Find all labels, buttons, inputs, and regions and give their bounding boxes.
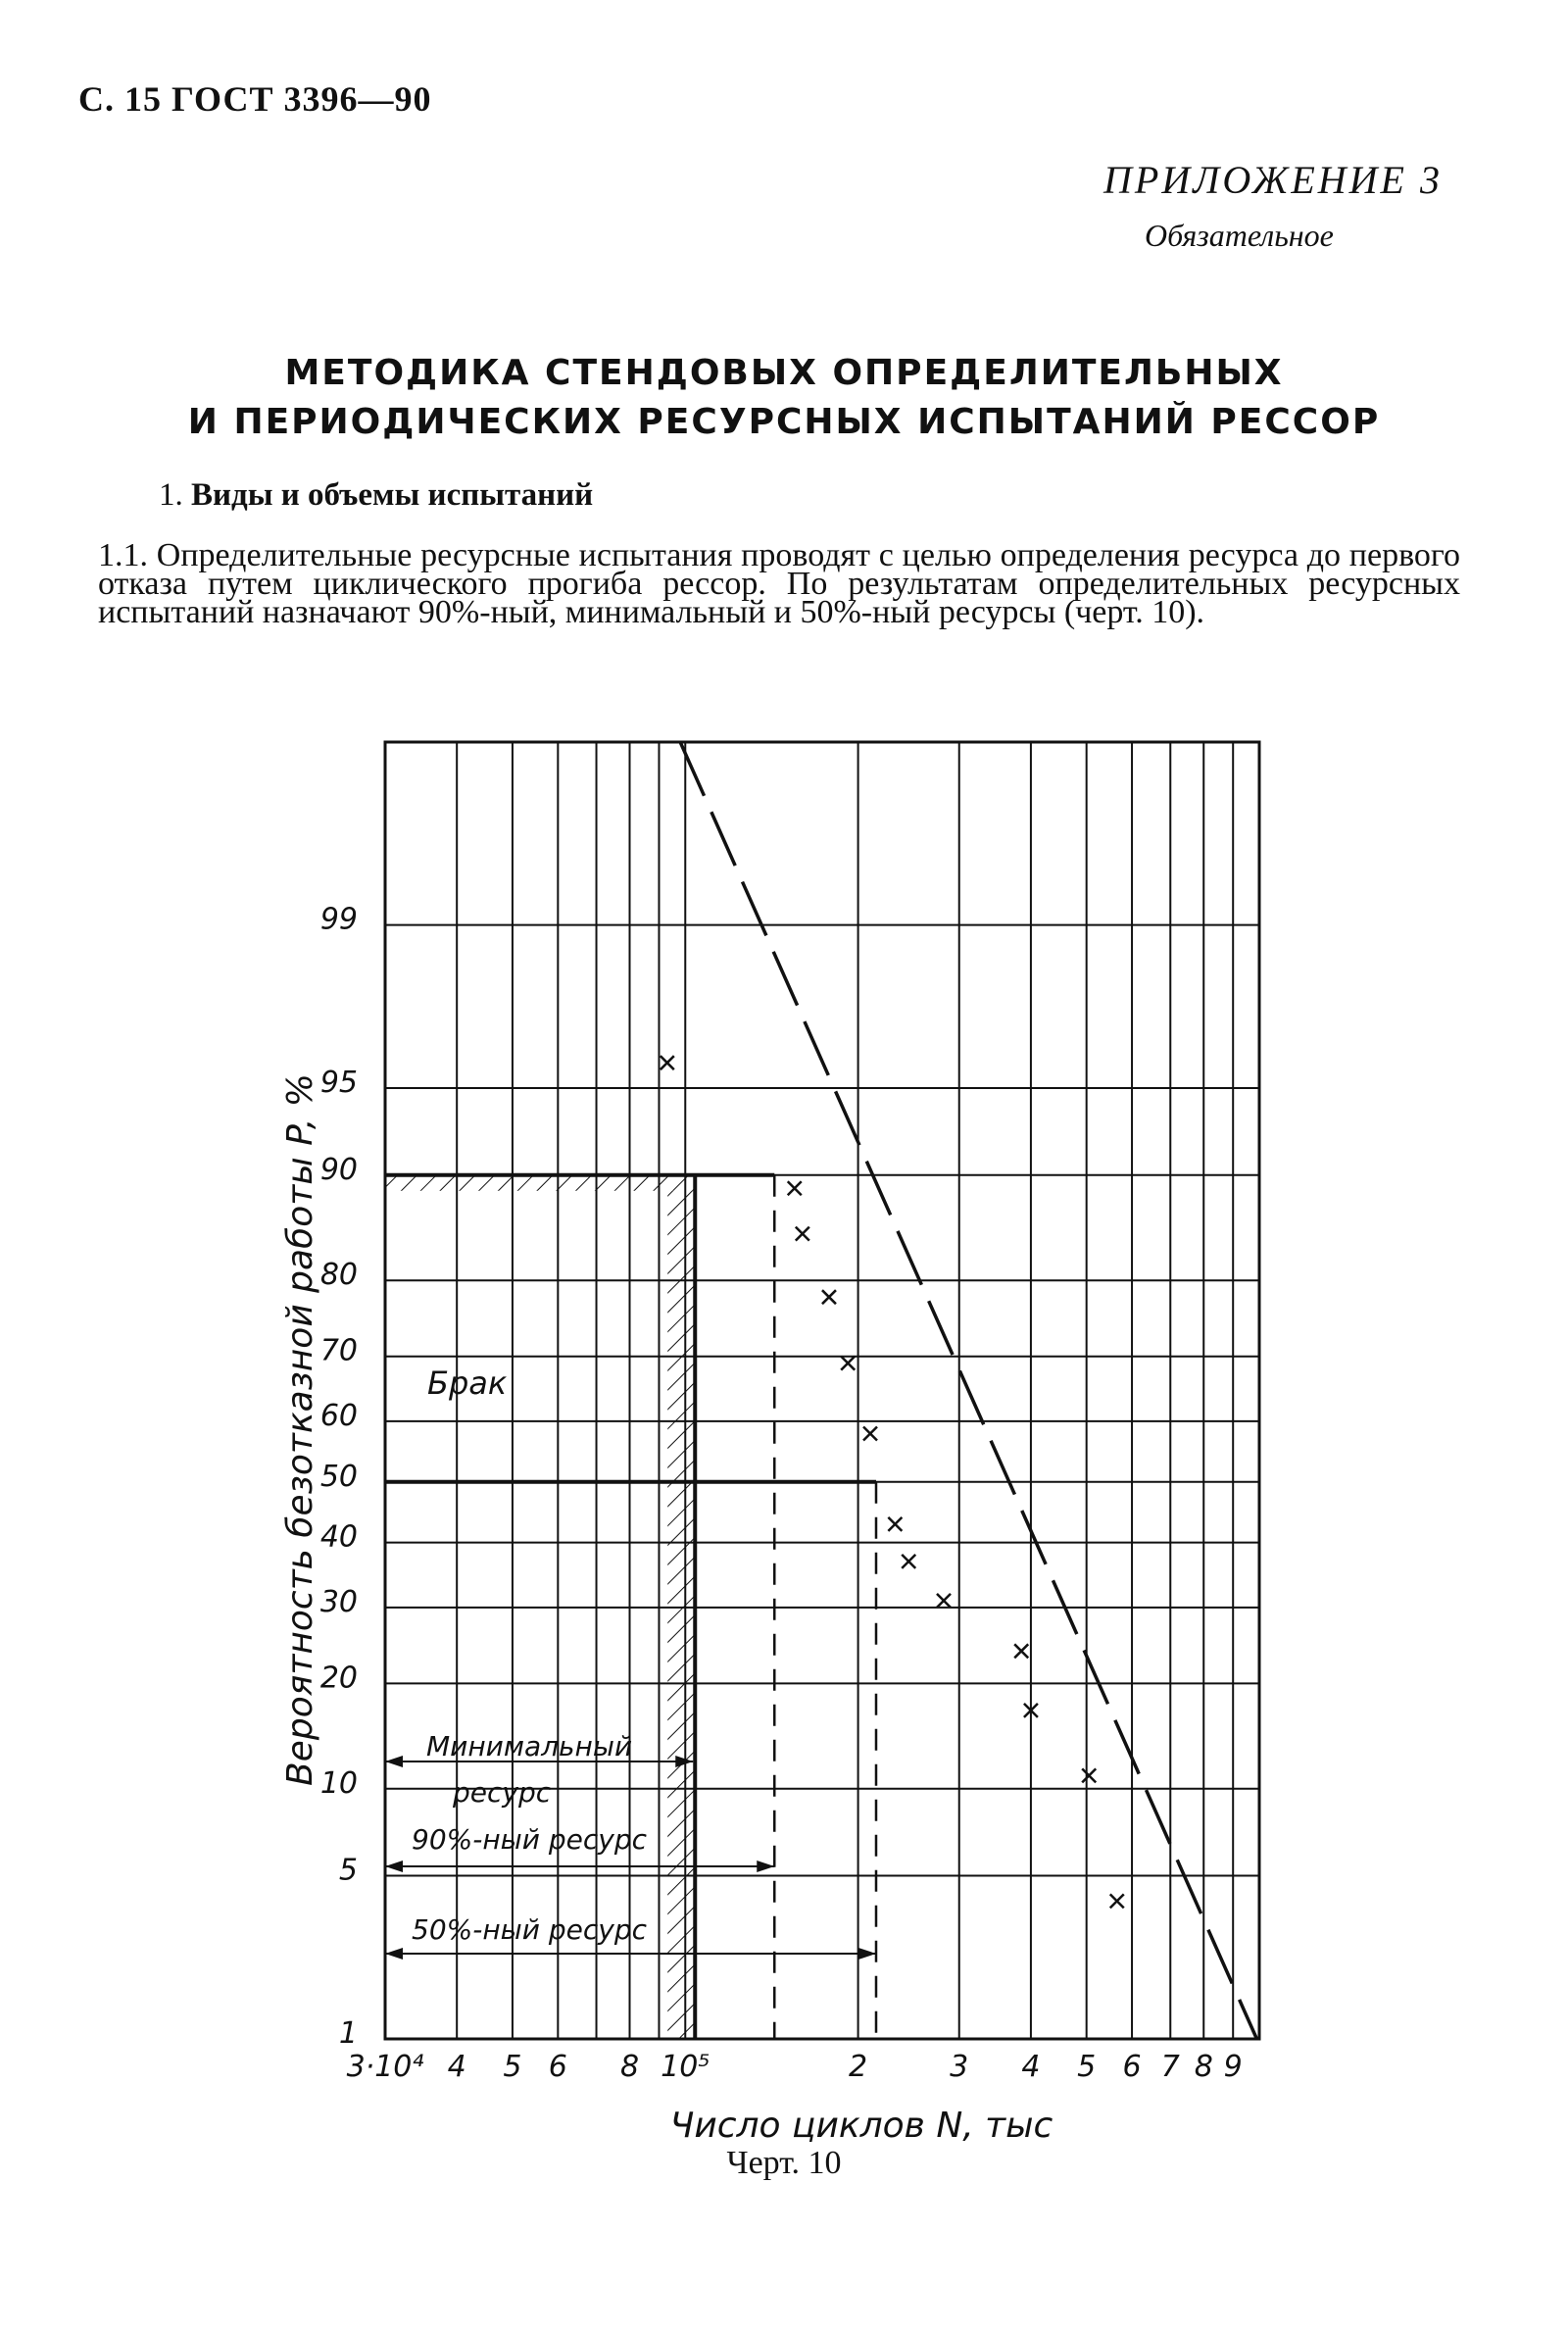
data-point bbox=[937, 1594, 951, 1608]
x-tick-label: 3 bbox=[950, 2050, 969, 2084]
y-tick-label: 30 bbox=[319, 1584, 358, 1619]
y-tick-label: 80 bbox=[319, 1258, 358, 1293]
minimum-label: Минимальный bbox=[426, 1730, 633, 1762]
x-tick-label: 2 bbox=[849, 2050, 868, 2084]
resource-50-arrow-head-left bbox=[385, 1948, 403, 1960]
x-tick-label: 4 bbox=[447, 2050, 466, 2084]
data-point bbox=[888, 1517, 902, 1531]
data-point bbox=[863, 1426, 877, 1440]
data-point bbox=[841, 1357, 855, 1370]
paragraph-1-1: 1.1. Определительные ресурсные испытания проводят с целью определения ресурса до первого отказа путем циклического прогиба рессор. По результатам определительных ресурсных испытаний назначают 90%-ный, минимальный и 50%-ный ресурсы (черт. 10). bbox=[98, 537, 1460, 630]
reject-zone-hatch bbox=[667, 1191, 695, 2039]
page-reference: С. 15 ГОСТ 3396—90 bbox=[78, 79, 432, 119]
data-point bbox=[796, 1227, 809, 1241]
section-number: 1. bbox=[159, 477, 183, 513]
data-point bbox=[902, 1555, 915, 1568]
reject-zone-hatch-top bbox=[385, 1175, 695, 1191]
x-tick-label: 8 bbox=[619, 2050, 640, 2084]
data-point bbox=[1014, 1644, 1028, 1658]
section-title: Виды и объемы испытаний bbox=[191, 477, 594, 513]
data-point bbox=[1110, 1894, 1124, 1908]
data-point bbox=[788, 1181, 802, 1195]
x-tick-label: 3·10⁴ bbox=[346, 2050, 424, 2084]
appendix-status: Обязательное bbox=[1145, 218, 1334, 253]
y-tick-label: 10 bbox=[319, 1765, 358, 1801]
y-tick-label: 50 bbox=[319, 1459, 358, 1494]
resource-90-arrow-head-right bbox=[757, 1861, 774, 1872]
resource-50-arrow-head-right bbox=[858, 1948, 876, 1960]
y-tick-label: 70 bbox=[319, 1333, 358, 1368]
figure-caption: Черт. 10 bbox=[726, 2145, 842, 2181]
data-point bbox=[1082, 1768, 1096, 1782]
minimum-resource-arrow-head-left bbox=[385, 1756, 403, 1767]
data-point bbox=[661, 1056, 674, 1069]
x-tick-label: 9 bbox=[1223, 2050, 1243, 2084]
x-axis-title: Число циклов N, тыс bbox=[669, 2106, 1054, 2146]
resource-90-label: 90%-ный ресурс bbox=[412, 1823, 647, 1856]
x-tick-label: 7 bbox=[1160, 2050, 1180, 2084]
y-tick-label: 60 bbox=[319, 1398, 358, 1433]
y-axis-title: Вероятность безотказной работы P, % bbox=[280, 1073, 320, 1786]
x-tick-label: 6 bbox=[1122, 2050, 1142, 2084]
y-tick-label: 95 bbox=[319, 1066, 358, 1101]
x-tick-label: 4 bbox=[1021, 2050, 1041, 2084]
resource-90-arrow-head-left bbox=[385, 1861, 403, 1872]
x-tick-label: 6 bbox=[548, 2050, 567, 2084]
x-tick-label: 8 bbox=[1194, 2050, 1213, 2084]
x-tick-label: 5 bbox=[1077, 2050, 1097, 2084]
y-tick-label: 99 bbox=[319, 902, 358, 937]
minimum-label-resource: ресурс bbox=[453, 1776, 552, 1809]
reject-label: Брак bbox=[427, 1364, 508, 1402]
y-tick-label: 90 bbox=[319, 1152, 358, 1187]
data-point bbox=[822, 1290, 836, 1304]
x-tick-label: 5 bbox=[503, 2050, 522, 2084]
y-tick-label: 1 bbox=[338, 2016, 358, 2051]
y-tick-label: 20 bbox=[319, 1661, 358, 1696]
resource-50-label: 50%-ный ресурс bbox=[412, 1913, 647, 1946]
y-tick-label: 5 bbox=[338, 1853, 358, 1888]
y-tick-label: 40 bbox=[319, 1519, 358, 1555]
x-tick-label: 10⁵ bbox=[661, 2050, 710, 2084]
document-title-line-2: И ПЕРИОДИЧЕСКИХ РЕСУРСНЫХ ИСПЫТАНИЙ РЕССОР bbox=[187, 402, 1381, 442]
appendix-label: ПРИЛОЖЕНИЕ 3 bbox=[1103, 158, 1443, 202]
document-title-line-1: МЕТОДИКА СТЕНДОВЫХ ОПРЕДЕЛИТЕЛЬНЫХ bbox=[284, 353, 1284, 393]
